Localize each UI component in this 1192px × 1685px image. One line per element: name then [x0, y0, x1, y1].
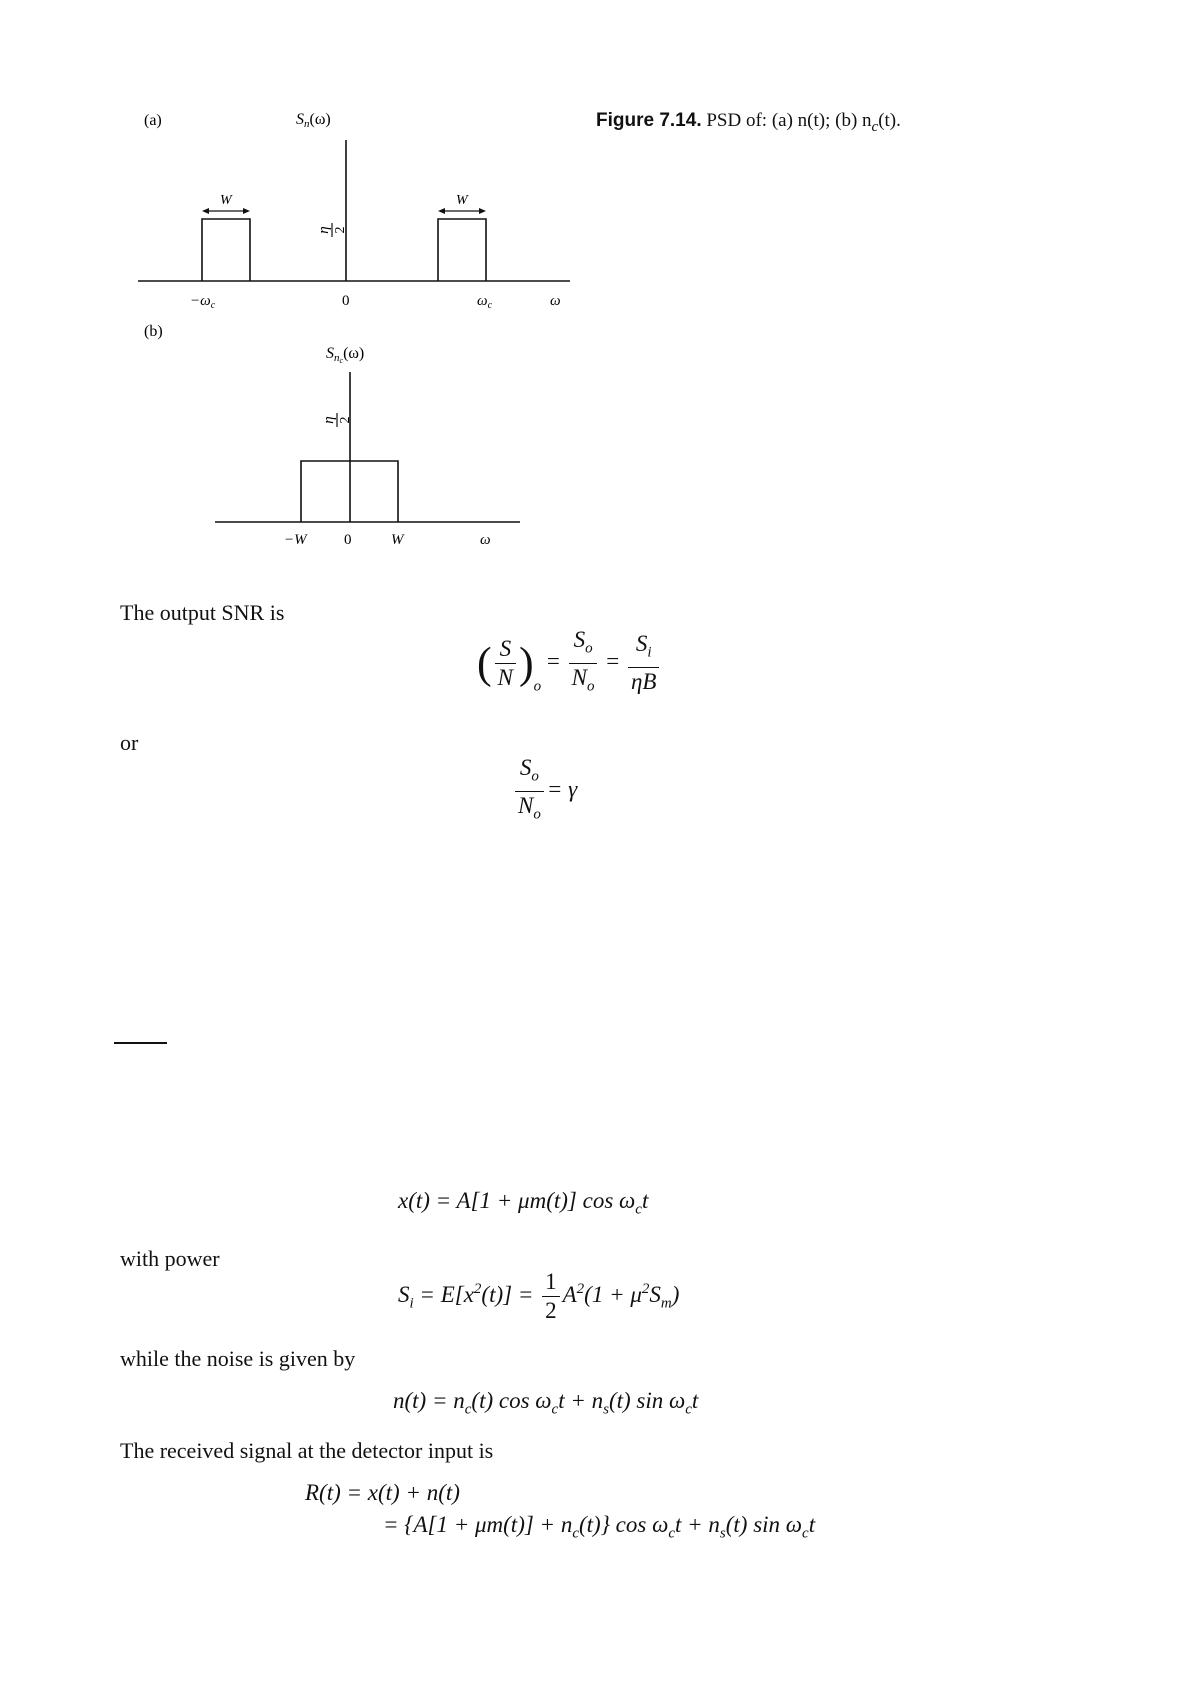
figure-a-tick-neg: $-\omega_c$	[190, 293, 216, 311]
figure-a-y-label: Sn(ω)	[296, 111, 331, 130]
equation-received-line2: = $\{A[1 + \mu m(t)] + n_c(t)\}$ $\cos \omega_ct + n_s(t)$ $\sin \omega_ct$	[383, 1512, 816, 1542]
figure-a-width-arrow-left	[202, 208, 250, 214]
figure-b-y-label: Snc(ω)	[326, 345, 365, 365]
figure-a-width-label-right: W	[456, 193, 468, 208]
equation-am-signal: x(t) = A[1 + μm(t)] $\cos \omega_ct$	[398, 1188, 649, 1218]
figure-a-width-arrow-right	[438, 208, 486, 214]
equation-gamma: $\frac{S_o}{N_o}$ = γ	[512, 754, 577, 828]
figure-b-height-label	[321, 413, 353, 427]
output-snr-text: The output SNR is	[120, 600, 285, 625]
figure-caption-text: PSD of: (a) n(t); (b) $n_c(t)$.	[706, 110, 901, 135]
figure-caption	[596, 110, 901, 136]
figure-a-plot	[120, 100, 590, 320]
noise-given-text: while the noise is given by	[120, 1346, 356, 1371]
svg-text:2: 2	[333, 226, 348, 234]
equation-received-line1: R(t) = x(t) + n(t)	[305, 1480, 460, 1505]
figure-b-plot	[120, 320, 540, 550]
equation-noise: $n(t) = n_c(t)$ $\cos \omega_ct + n_s(t)$ $\sin \omega_ct$	[393, 1388, 699, 1418]
figure-a-band-right	[438, 219, 486, 281]
figure-a-height-label	[316, 223, 348, 237]
figure-b-tick-neg: −W	[284, 532, 307, 548]
svg-text:η: η	[321, 416, 337, 424]
svg-text:2: 2	[338, 416, 353, 424]
figure-caption-label: Figure 7.14.	[596, 110, 702, 131]
or-text: or	[120, 730, 139, 755]
svg-text:η: η	[316, 226, 332, 234]
figure-a-panel-label: (a)	[144, 112, 162, 129]
equation-signal-power: $S_i = E[x^2(t)]$ = $\frac{1}{2}$ $A^2(1 + \mu^2S_m)$	[398, 1269, 680, 1323]
divider-line	[114, 1042, 167, 1044]
equation-output-snr: ( $\frac{S}{N}$ )$_o$ = $\frac{S_o}{N_o}$ = $\frac{S_i}{\eta B}$	[477, 626, 662, 700]
figure-a-tick-zero: 0	[342, 293, 350, 309]
figure-a-width-label-left: W	[220, 193, 232, 208]
figure-a-axis-label: ω	[550, 293, 561, 309]
figure-b-axis-label: ω	[480, 532, 491, 548]
figure-a-tick-pos: $\omega_c$	[477, 293, 493, 311]
figure-b-panel-label: (b)	[144, 323, 163, 340]
with-power-text: with power	[120, 1246, 220, 1271]
figure-a-band-left	[202, 219, 250, 281]
figure-b-tick-zero: 0	[344, 532, 352, 548]
received-signal-text: The received signal at the detector input is	[120, 1438, 494, 1463]
figure-b-tick-pos: W	[391, 532, 404, 548]
